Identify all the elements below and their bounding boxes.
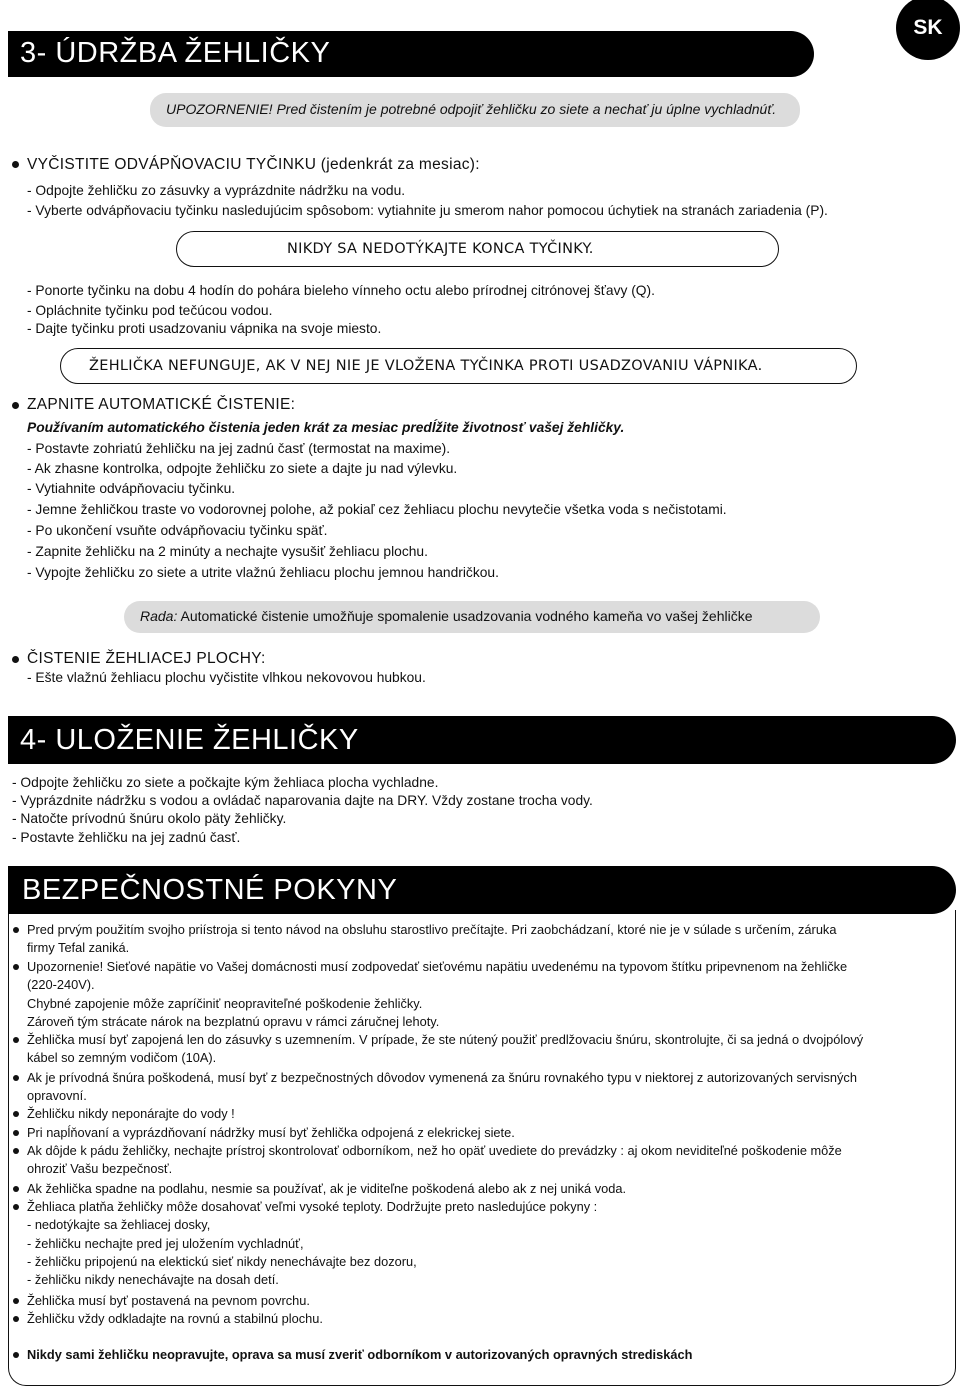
safety-item-line: opravovní.	[27, 1088, 87, 1104]
auto-clean-heading: ZAPNITE AUTOMATICKÉ ČISTENIE:	[27, 396, 296, 413]
storage-line: - Vyprázdnite nádržku s vodou a ovládač naparovania dajte na DRY. Vždy zostane trocha vody.	[12, 793, 593, 808]
soleplate-line: - Ešte vlažnú žehliacu plochu vyčistite vlhkou nekovovou hubkou.	[27, 670, 426, 685]
warning-pill: UPOZORNENIE! Pred čistením je potrebné odpojiť žehličku zo siete a nechať ju úplne vychladnúť.	[150, 93, 800, 127]
auto-clean-line: - Zapnite žehličku na 2 minúty a nechajte vysušiť žehliacu plochu.	[27, 544, 428, 559]
bullet-icon	[13, 1037, 19, 1043]
auto-clean-line: - Vytiahnite odvápňovaciu tyčinku.	[27, 481, 236, 496]
auto-clean-line: - Ak zhasne kontrolka, odpojte žehličku zo siete a dajte ju nad výlevku.	[27, 461, 458, 476]
tip-label: Rada:	[140, 608, 178, 624]
clean-rod-heading: VYČISTITE ODVÁPŇOVACIU TYČINKU (jedenkrát za mesiac):	[27, 156, 480, 173]
language-badge: SK	[896, 0, 960, 60]
bullet-icon	[13, 1204, 19, 1210]
clean-rod-line: - Dajte tyčinku proti usadzovaniu vápnika na svoje miesto.	[27, 321, 382, 336]
safety-item-line: Žehličku vždy odkladajte na rovnú a stabilnú plochu.	[27, 1311, 323, 1326]
safety-item-line: Ak žehlička spadne na podlahu, nesmie sa používať, ak je viditeľne poškodená alebo ak z nej uniká voda.	[27, 1181, 626, 1196]
safety-item-line: Chybné zapojenie môže zapríčiniť neopraviteľné poškodenie žehličky.	[27, 995, 423, 1011]
safety-item-line: Upozornenie! Sieťové napätie vo Vašej domácnosti musí zodpovedať sieťovému napätiu uvedenému na typovom štítku pripevnenom na žehličke	[27, 959, 848, 974]
bullet-icon	[13, 1186, 19, 1192]
safety-item-line: Ak dôjde k pádu žehličky, nechajte prístroj skontrolovať odborníkom, než ho opäť uvediete do prevádzky : aj okom neviditeľné poškodenie môže	[27, 1143, 842, 1158]
safety-item-line: firmy Tefal zaniká.	[27, 940, 130, 956]
auto-clean-line: - Vypojte žehličku zo siete a utrite vlažnú žehliacu plochu jemnou handričkou.	[27, 565, 499, 580]
bullet-icon	[12, 656, 19, 663]
bullet-icon	[12, 161, 19, 168]
notice-never-touch: NIKDY SA NEDOTÝKAJTE KONCA TYČINKY.	[176, 231, 779, 267]
safety-item-line: - žehličku nechajte pred jej uložením vychladnúť,	[27, 1235, 304, 1251]
storage-line: - Natočte prívodnú šnúru okolo päty žehličky.	[12, 811, 287, 826]
safety-item-line: Pri napĺňovaní a vyprázdňovaní nádržky musí byť žehlička odpojená z elekrickej siete.	[27, 1125, 515, 1140]
soleplate-heading: ČISTENIE ŽEHLIACEJ PLOCHY:	[27, 650, 266, 667]
safety-title: BEZPEČNOSTNÉ POKYNY	[8, 866, 956, 914]
bullet-icon	[13, 1148, 19, 1154]
tip-pill	[124, 601, 820, 633]
auto-clean-line: - Jemne žehličkou traste vo vodorovnej polohe, až pokiaľ cez žehliacu plochu nevytečie všetka voda s nečistotami.	[27, 502, 727, 517]
storage-line: - Odpojte žehličku zo siete a počkajte kým žehliaca plocha vychladne.	[12, 775, 439, 790]
safety-item-line: Zároveň tým strácate nárok na bezplatnú opravu v rámci záručnej lehoty.	[27, 1013, 440, 1029]
bullet-icon	[13, 1130, 19, 1136]
bullet-icon	[13, 964, 19, 970]
bullet-icon	[13, 927, 19, 933]
section-4-title: 4- ULOŽENIE ŽEHLIČKY	[8, 716, 956, 764]
clean-rod-line: - Odpojte žehličku zo zásuvky a vyprázdnite nádržku na vodu.	[27, 183, 406, 198]
safety-item-line: Žehlička musí byť postavená na pevnom povrchu.	[27, 1293, 310, 1308]
bullet-icon	[13, 1316, 19, 1322]
safety-item-line: - nedotýkajte sa žehliacej dosky,	[27, 1217, 211, 1233]
safety-item-line: - žehličku pripojenú na elektickú sieť nikdy nenechávajte bez dozoru,	[27, 1253, 417, 1269]
safety-item-line: Žehliaca platňa žehličky môže dosahovať veľmi vysoké teploty. Dodržujte preto nasledujúce pokyny :	[27, 1199, 598, 1214]
safety-item-line: Ak je prívodná šnúra poškodená, musí byť z bezpečnostných dôvodov vymenená za šnúru rovnakého typu v niektorej z autorizovaných servisných	[27, 1070, 857, 1085]
clean-rod-line: - Ponorte tyčinku na dobu 4 hodín do pohára bieleho vínneho octu alebo prírodnej citrónovej šťavy (Q).	[27, 283, 655, 298]
clean-rod-line: - Opláchnite tyčinku pod tečúcou vodou.	[27, 303, 273, 318]
safety-item-line: Pred prvým použitím svojho priístroja si tento návod na obsluhu starostlivo prečítajte. Pri zaobchádzaní, ktoré nie je v súlade s určením, záruka	[27, 922, 837, 937]
safety-item-line: (220-240V).	[27, 977, 95, 993]
bullet-icon	[13, 1111, 19, 1117]
auto-clean-line: - Po ukončení vsuňte odvápňovaciu tyčinku späť.	[27, 523, 328, 538]
safety-item-line: - žehličku nikdy nenechávajte na dosah detí.	[27, 1272, 279, 1288]
safety-item-line: kábel so zemným vodičom (10A).	[27, 1050, 217, 1066]
bullet-icon	[13, 1352, 19, 1358]
storage-line: - Postavte žehličku na jej zadnú časť.	[12, 830, 241, 845]
tip-text: Automatické čistenie umožňuje spomalenie usadzovania vodného kameňa vo vašej žehličke	[180, 608, 753, 624]
safety-item-line: ohroziť Vašu bezpečnosť.	[27, 1161, 173, 1177]
bullet-icon	[12, 402, 19, 409]
clean-rod-line: - Vyberte odvápňovaciu tyčinku nasledujúcim spôsobom: vytiahnite ju smerom nahor pomocou úchytiek na stranách zariadenia (P).	[27, 203, 828, 218]
notice-rod-required: ŽEHLIČKA NEFUNGUJE, AK V NEJ NIE JE VLOŽENA TYČINKA PROTI USADZOVANIU VÁPNIKA.	[60, 348, 857, 384]
auto-clean-line: - Postavte zohriatú žehličku na jej zadnú časť (termostat na maxime).	[27, 441, 451, 456]
safety-final: Nikdy sami žehličku neopravujte, oprava sa musí zveriť odborníkom v autorizovaných opravných strediskách	[27, 1347, 693, 1362]
section-3-title: 3- ÚDRŽBA ŽEHLIČKY	[8, 31, 814, 77]
bullet-icon	[13, 1298, 19, 1304]
safety-item-line: Žehlička musí byť zapojená len do zásuvky s uzemnením. V prípade, že ste nútený použiť predlžovaciu šnúru, skontrolujte, či sa jedná o dvojpólový	[27, 1032, 864, 1047]
safety-item-line: Žehličku nikdy neponárajte do vody !	[27, 1106, 235, 1121]
bullet-icon	[13, 1075, 19, 1081]
auto-clean-intro: Používaním automatického čistenia jeden krát za mesiac predĺžite životnosť vašej žehličky.	[27, 420, 625, 435]
